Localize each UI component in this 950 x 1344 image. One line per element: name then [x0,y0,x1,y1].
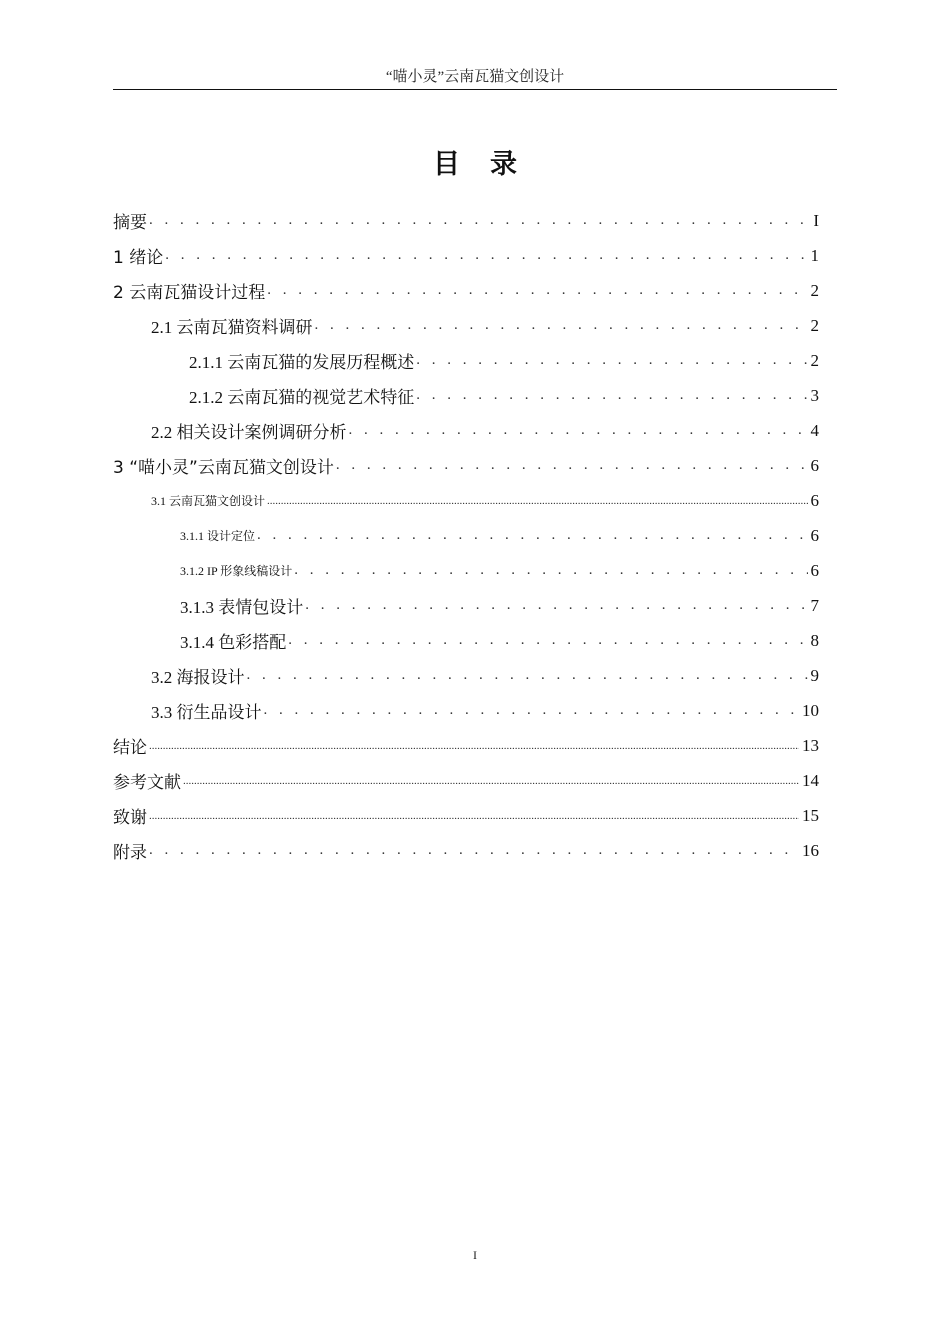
toc-entry-2-2[interactable] [113,413,819,448]
toc-entry-page: I [813,210,819,230]
dot-leader [149,740,799,752]
toc-entry-page: 16 [802,840,819,860]
toc-entry-label: 2.1.2 云南瓦猫的视觉艺术特征 [189,388,415,407]
dot-leader [315,317,808,334]
toc-entry-3-1-2[interactable] [113,553,819,588]
dot-leader [149,212,810,229]
toc-entry-label: 3.1.1 设计定位 [180,529,256,543]
toc-entry-page: 1 [810,245,819,265]
toc-entry-label: 3.2 海报设计 [151,668,245,687]
dot-leader [294,562,807,579]
toc-entry-label: 3.1.2 IP 形象线稿设计 [180,564,293,578]
toc-entry-label: 结论 [113,738,147,758]
toc-entry-page: 4 [810,420,819,440]
toc-entry-label: 附录 [113,843,147,863]
toc-entry-page: 2 [810,280,819,300]
toc-entry-label: 2.2 相关设计案例调研分析 [151,423,347,442]
toc-entry-3-1-3[interactable] [113,588,819,623]
toc-entry-label: 1 绪论 [113,248,164,268]
toc-entry-page: 6 [810,560,819,580]
toc-entry-label: 参考文献 [113,773,181,793]
toc-entry-page: 13 [802,735,819,755]
page-number: I [473,1248,477,1262]
toc-entry-page: 8 [810,630,819,650]
toc-entry-label: 3.1.4 色彩搭配 [180,633,287,652]
dot-leader [165,247,807,264]
toc-title: 目录 [433,149,547,180]
toc-entry-page: 6 [810,525,819,545]
dot-leader [149,842,799,859]
toc-entry-page: 3 [810,385,819,405]
dot-leader [247,667,808,684]
dot-leader [416,352,807,369]
toc-entry-label: 3.1 云南瓦猫文创设计 [151,494,266,508]
dot-leader [257,527,807,544]
toc-entry-label: 3 “喵小灵”云南瓦猫文创设计 [113,458,334,478]
dot-leader [264,702,800,719]
dot-leader [288,632,807,649]
dot-leader [336,457,808,474]
toc-entry-references[interactable] [113,763,819,798]
running-header: “喵小灵”云南瓦猫文创设计 [113,66,837,90]
toc-entry-2-1-2[interactable] [113,378,819,413]
toc-entry-3-2[interactable] [113,658,819,693]
toc-entry-abstract[interactable] [113,203,819,238]
toc-entry-appendix[interactable] [113,833,819,868]
toc-entry-page: 6 [810,455,819,475]
toc-entry-label: 摘要 [113,213,147,233]
toc-entry-3-1-1[interactable] [113,518,819,553]
toc-entry-chapter-3[interactable] [113,448,819,483]
toc-entry-page: 2 [810,315,819,335]
toc-entry-label: 3.3 衍生品设计 [151,703,262,722]
toc-entry-2-1[interactable] [113,308,819,343]
toc-entry-page: 7 [810,595,819,615]
toc-entry-3-1-4[interactable] [113,623,819,658]
toc-entry-3-3[interactable] [113,693,819,728]
toc-entry-label: 2.1 云南瓦猫资料调研 [151,318,313,337]
toc-entry-2-1-1[interactable] [113,343,819,378]
toc-entry-label: 2.1.1 云南瓦猫的发展历程概述 [189,353,415,372]
dot-leader [183,775,799,787]
toc-entry-page: 10 [802,700,819,720]
toc-entry-chapter-2[interactable] [113,273,819,308]
toc-entry-acknowledgements[interactable] [113,798,819,833]
dot-leader [267,495,807,507]
table-of-contents [113,203,819,868]
toc-entry-page: 14 [802,770,819,790]
toc-entry-page: 9 [810,665,819,685]
toc-entry-label: 3.1.3 表情包设计 [180,598,304,617]
toc-entry-conclusion[interactable] [113,728,819,763]
toc-entry-page: 2 [810,350,819,370]
dot-leader [416,387,807,404]
dot-leader [267,282,807,299]
toc-entry-label: 致谢 [113,808,147,828]
toc-entry-3-1[interactable] [113,483,819,518]
dot-leader [349,422,808,439]
toc-entry-label: 2 云南瓦猫设计过程 [113,283,266,303]
toc-entry-introduction[interactable] [113,238,819,273]
dot-leader [305,597,807,614]
toc-entry-page: 6 [810,490,819,510]
toc-entry-page: 15 [802,805,819,825]
dot-leader [149,810,799,822]
